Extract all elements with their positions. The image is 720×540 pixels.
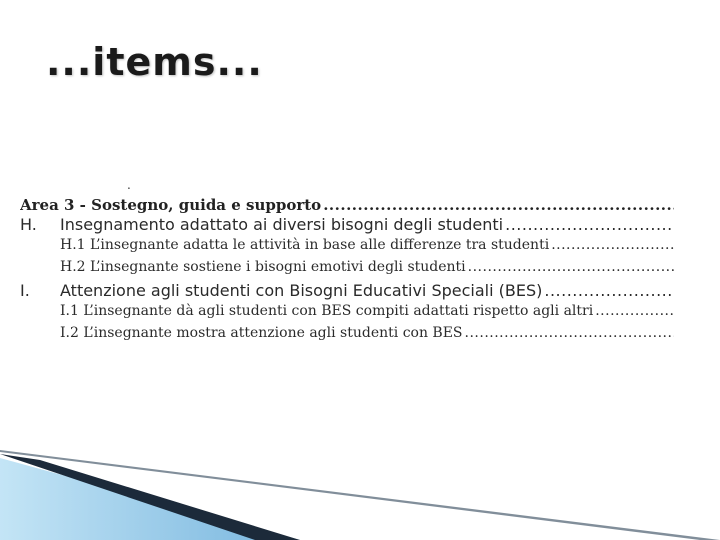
area-heading: Area 3 - Sostegno, guida e supporto — [20, 196, 322, 214]
dot-leader — [468, 259, 674, 275]
area-heading-row — [20, 196, 674, 215]
dot-leader — [465, 325, 674, 341]
dot-leader — [323, 196, 674, 214]
item-h2-row — [20, 259, 674, 281]
slide-decoration — [0, 440, 720, 540]
section-title: Insegnamento adattato ai diversi bisogni degli studenti — [60, 215, 504, 234]
item-i2-row — [20, 325, 674, 347]
item-text: H.2 L’insegnante sostiene i bisogni emotivi degli studenti — [60, 259, 466, 275]
section-h-row — [20, 215, 674, 237]
item-text: I.2 L’insegnante mostra attenzione agli studenti con BES — [60, 325, 463, 341]
section-title: Attenzione agli studenti con Bisogni Educativi Speciali (BES) — [60, 281, 543, 300]
dot-leader — [595, 303, 674, 319]
dot-leader — [551, 237, 674, 253]
slide-title: ...items... — [46, 40, 263, 84]
document-excerpt — [20, 196, 674, 347]
section-letter: I. — [20, 281, 30, 300]
section-i-row — [20, 281, 674, 303]
item-text: H.1 L’insegnante adatta le attività in base alle differenze tra studenti — [60, 237, 550, 253]
section-letter: H. — [20, 215, 37, 234]
dot-leader — [544, 281, 674, 300]
item-text: I.1 L’insegnante dà agli studenti con BES compiti adattati rispetto agli altri — [60, 303, 594, 319]
item-h1-row — [20, 237, 674, 259]
stray-dot: . — [127, 178, 131, 192]
dot-leader — [505, 215, 674, 234]
item-i1-row — [20, 303, 674, 325]
